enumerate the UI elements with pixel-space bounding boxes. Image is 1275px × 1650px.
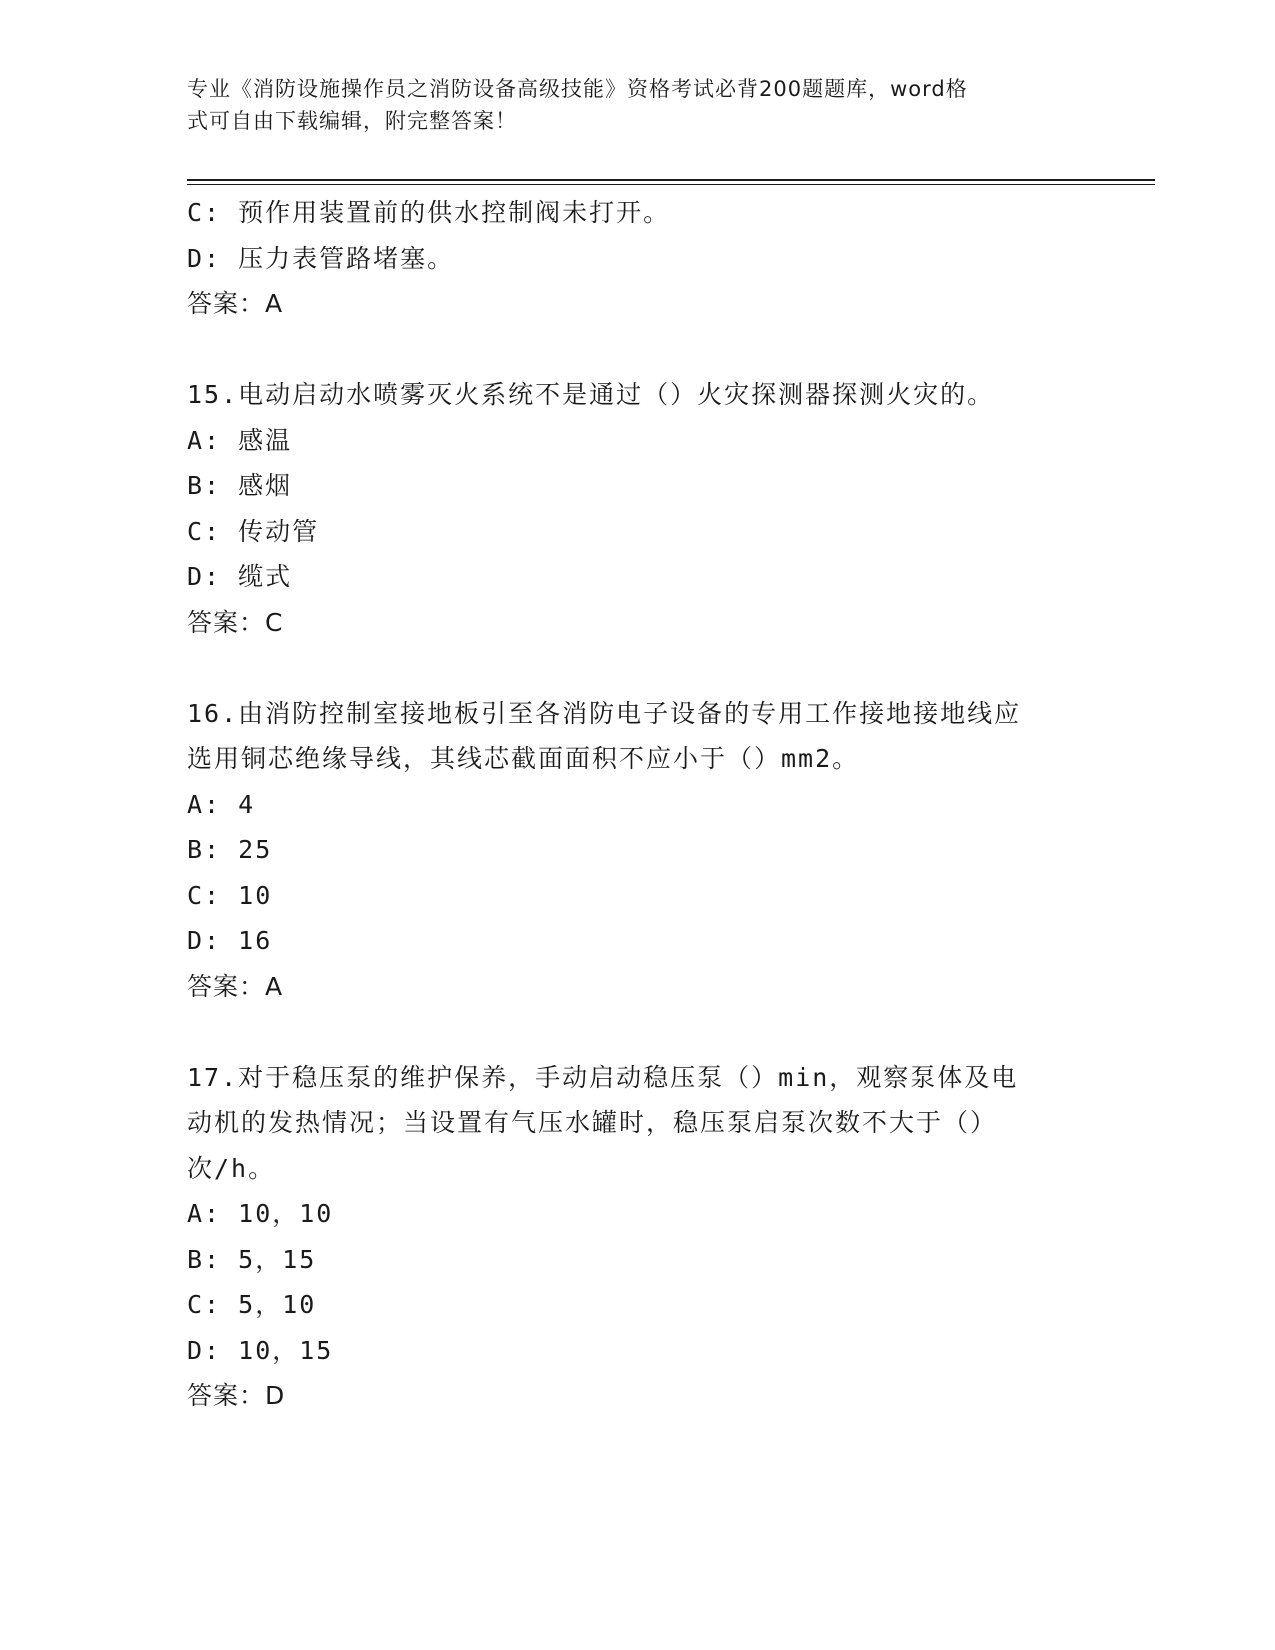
answer-label: 答案：C [187,607,284,637]
question-stem-line-1: 17.对于稳压泵的维护保养，手动启动稳压泵（）min，观察泵体及电 [187,1062,1019,1092]
option-d: D: 缆式 [187,562,293,591]
answer-label: 答案：A [187,971,284,1001]
question-17 [187,1055,1087,1419]
option-c: C: 10 [187,880,273,910]
answer-label: 答案：D [187,1381,286,1410]
option-a: A: 感温 [187,425,293,455]
option-d: D: 10，15 [187,1335,334,1365]
spacer [187,645,1087,691]
option-d: D: 压力表管路堵塞。 [187,243,455,273]
header-line-1: 专业《消防设施操作员之消防设备高级技能》资格考试必背200题题库，word格 [187,77,968,101]
option-d: D: 16 [187,926,273,955]
header-divider-thick [187,179,1155,181]
question-stem: 15.电动启动水喷雾灭火系统不是通过（）火灾探测器探测火灾的。 [187,380,995,409]
option-a: A: 4 [187,789,256,819]
option-c: C: 预作用装置前的供水控制阀未打开。 [187,198,671,227]
question-15 [187,372,1087,645]
answer-label: 答案：A [187,289,284,318]
question-list [187,190,1087,1419]
option-c: C: 5，10 [187,1290,317,1319]
option-a: A: 10，10 [187,1199,334,1228]
spacer [187,1009,1087,1055]
question-stem-line-1: 16.由消防控制室接地板引至各消防电子设备的专用工作接地接地线应 [187,698,1022,728]
header-divider-thin [187,184,1155,185]
question-16 [187,691,1087,1010]
question-14-tail [187,190,1087,327]
document-header [187,73,1067,137]
question-stem-line-2: 选用铜芯绝缘导线，其线芯截面面积不应小于（）mm2。 [187,744,860,773]
spacer [187,327,1087,373]
option-b: B: 感烟 [187,471,293,500]
option-c: C: 传动管 [187,516,320,546]
question-stem-line-3: 次/h。 [187,1153,276,1183]
option-b: B: 5，15 [187,1244,317,1274]
option-b: B: 25 [187,835,273,864]
header-line-2: 式可自由下载编辑，附完整答案！ [187,109,517,133]
question-stem-line-2: 动机的发热情况；当设置有气压水罐时，稳压泵启泵次数不大于（） [187,1108,998,1137]
